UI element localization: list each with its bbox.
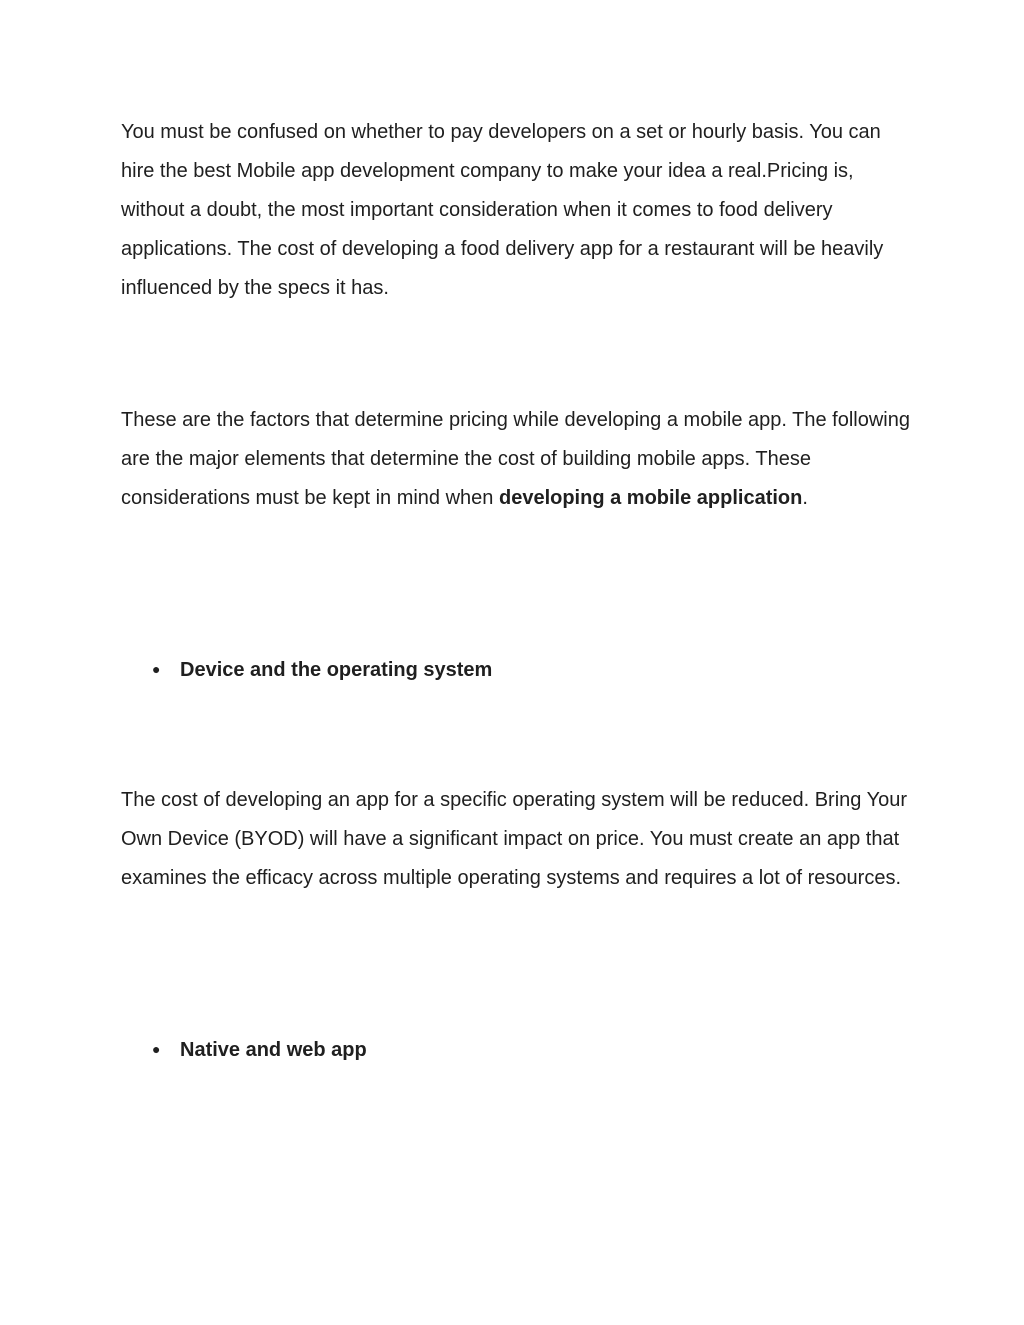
bullet-label: Native and web app (180, 1039, 367, 1061)
paragraph-pricing-factors (121, 401, 911, 518)
bullet-icon: ● (152, 661, 161, 677)
paragraph-os-cost: The cost of developing an app for a specific operating system will be reduced. Bring Your Own Device (BYOD) will have a significant impact on price. You must create an app that examines the efficacy across multiple operating systems and requires a lot of resources. (121, 789, 908, 889)
paragraph-text-before: These are the factors that determine pricing while developing a mobile app. The following are the major elements that determine the cost of building mobile apps. These considerations must be kept in mind when (121, 409, 910, 509)
list-item (152, 1030, 367, 1070)
list-item (152, 650, 492, 690)
paragraph-text-after: . (802, 487, 808, 509)
bullet-device-os (152, 650, 492, 690)
bullet-native-web (152, 1030, 367, 1070)
paragraph-pricing-intro: You must be confused on whether to pay developers on a set or hourly basis. You can hire the best Mobile app development company to make your idea a real.Pricing is, without a doubt, the most important consideration when it comes to food delivery applications. The cost of developing a food delivery app for a restaurant will be heavily influenced by the specs it has. (121, 121, 884, 299)
bullet-label: Device and the operating system (180, 659, 493, 681)
bullet-icon: ● (152, 1041, 161, 1057)
bold-link-text: developing a mobile application (498, 487, 803, 509)
